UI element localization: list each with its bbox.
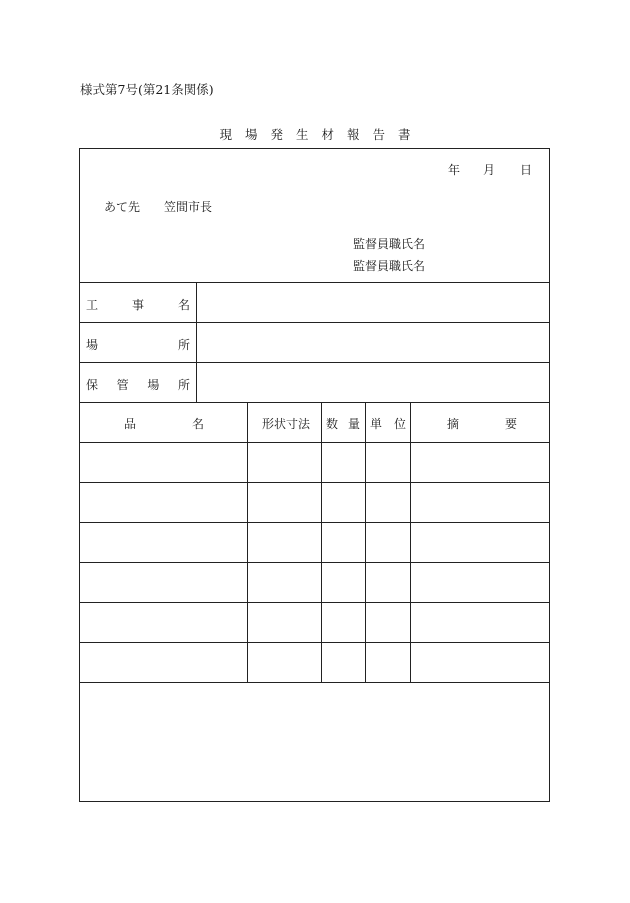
- header-block: [80, 149, 549, 282]
- header-item-name: 品 名: [124, 417, 204, 431]
- table-col-divider-3: [365, 402, 366, 682]
- divider-table-row-3: [80, 562, 549, 563]
- table-col-divider-2: [321, 402, 322, 682]
- form-number: 様式第7号(第21条関係): [80, 82, 214, 97]
- divider-table-row-4: [80, 602, 549, 603]
- divider-row-1: [80, 322, 549, 323]
- divider-row-2: [80, 362, 549, 363]
- divider-table-header: [80, 442, 549, 443]
- date-day-label: 日: [520, 163, 533, 177]
- divider-table-row-2: [80, 522, 549, 523]
- header-unit: 単 位: [370, 417, 406, 431]
- divider-header: [80, 282, 549, 283]
- report-form-frame: [79, 148, 550, 802]
- divider-row-3: [80, 402, 549, 403]
- signer-line-2: 監督員職氏名: [353, 259, 426, 273]
- addressee-name: 笠間市長: [164, 200, 213, 214]
- signer-line-1: 監督員職氏名: [353, 237, 426, 251]
- date-month-label: 月: [483, 163, 496, 177]
- notes-area: [80, 683, 549, 801]
- addressee-prefix: あて先: [104, 200, 141, 214]
- addressee: [104, 198, 212, 215]
- label-location: 場 所: [86, 338, 190, 352]
- header-dimensions: 形状寸法: [261, 417, 310, 431]
- label-construction-name: 工 事 名: [86, 298, 190, 312]
- header-remarks: 摘 要: [447, 417, 517, 431]
- divider-table-row-1: [80, 482, 549, 483]
- info-label-divider: [196, 282, 197, 402]
- label-storage-location: 保 管 場 所: [86, 378, 190, 392]
- date-year-label: 年: [448, 163, 461, 177]
- header-quantity: 数 量: [326, 417, 360, 431]
- table-col-divider-1: [247, 402, 248, 682]
- form-title: 現場発生材報告書: [219, 127, 424, 142]
- table-col-divider-4: [410, 402, 411, 682]
- divider-table-row-5: [80, 642, 549, 643]
